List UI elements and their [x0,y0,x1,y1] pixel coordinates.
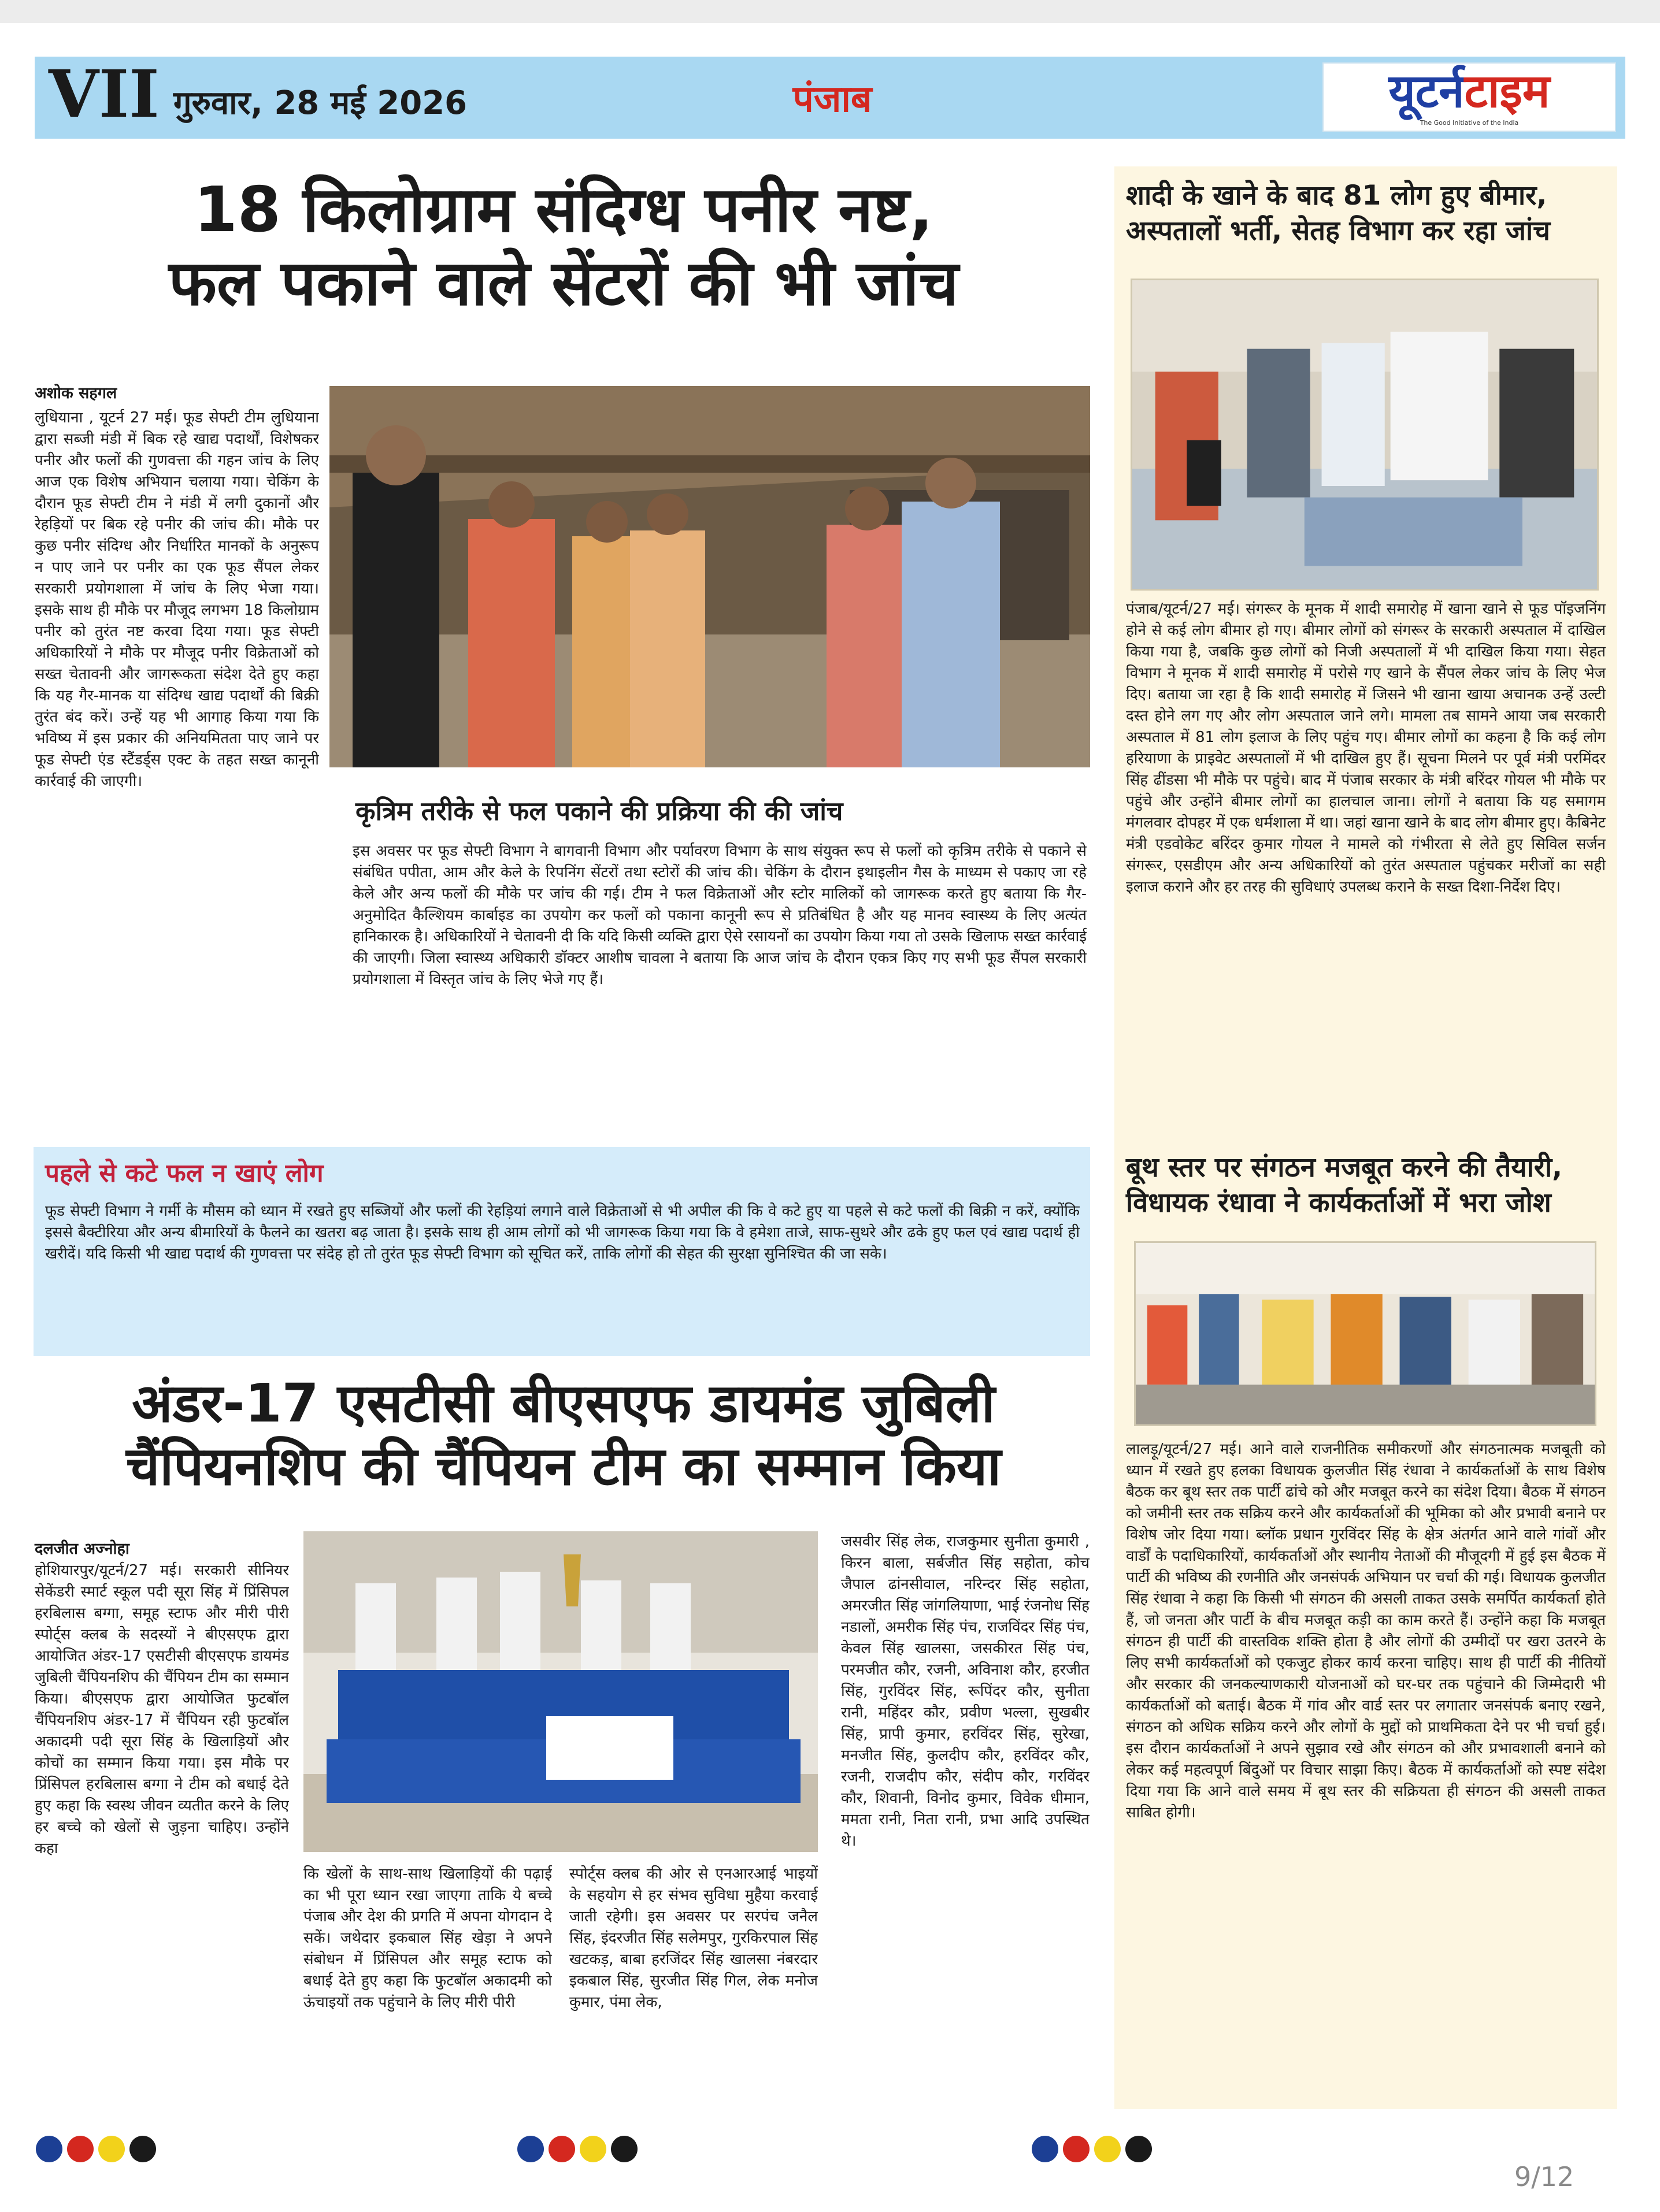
champion-team-photo [303,1531,818,1852]
party-meeting-photo [1134,1241,1596,1426]
logo-word-2: टाइम [1464,64,1550,118]
logo-tagline: The Good Initiative of the India [1420,119,1519,127]
registration-dot [1094,2136,1121,2162]
page-number-roman: VII [49,57,160,132]
article1-author: अशोक सहगल [35,384,117,402]
registration-dot [1032,2136,1058,2162]
advisory-box-title: पहले से कटे फल न खाएं लोग [45,1159,324,1188]
hospital-patients-photo [1131,279,1599,591]
registration-dot [129,2136,156,2162]
newspaper-logo [1322,62,1616,132]
article1-body: लुधियाना , यूटर्न 27 मई। फूड सेफ्टी टीम लुधियाना द्वारा सब्जी मंडी में बिक रहे खाद्य पदार्थों, विशेषकर पनीर और फलों की गुणवत्ता की गहन जांच के लिए आज एक विशेष अभियान चलाया गया। चेकिंग के दौरान फूड सेफ्टी टीम ने मंडी में लगी दुकानों और रेहड़ियों पर बिक रहे पनीर की जांच की। मौके पर कुछ पनीर संदिग्ध और निर्धारित मानकों के अनुरूप न पाए जाने पर पनीर का एक फूड सैंपल लेकर सरकारी प्रयोगशाला में जांच के लिए भेजा गया। इसके साथ ही मौके पर मौजूद लगभग 18 किलोग्राम पनीर को तुरंत नष्ट करवा दिया गया। फूड सेफ्टी अधिकारियों ने मौके पर मौजूद पनीर विक्रेताओं को सख्त चेतावनी और जागरूकता संदेश देते हुए कहा कि यह गैर-मानक या संदिग्ध खाद्य पदार्थों की बिक्री तुरंत बंद करें। उन्हें यह भी आगाह किया गया कि भविष्य में इस प्रकार की अनियमितता पाए जाने पर फूड सेफ्टी एंड स्टैंडर्ड्स एक्ट के तहत सख्त कानूनी कार्रवाई की जाएगी। [35,409,319,790]
section-title: पंजाब [792,78,872,121]
article1-headline-line2: फल पकाने वाले सेंटरों की भी जांच [168,247,959,320]
registration-dot [98,2136,125,2162]
advisory-box-body: फूड सेफ्टी विभाग ने गर्मी के मौसम को ध्यान में रखते हुए सब्जियों और फलों की रेहड़ियां लगाने वाले विक्रेताओं से भी अपील की कि वे कटे हुए या पहले से कटे फलों की बिक्री न करें, क्योंकि इससे बैक्टीरिया और अन्य बीमारियों के फैलने का खतरा बढ़ जाता है। इसके साथ ही आम लोगों को भी जागरूक किया गया कि वे हमेशा ताजे, साफ-सुथरे और ढके हुए फल एवं खाद्य पदार्थ ही खरीदें। यदि किसी भी खाद्य पदार्थ की गुणवत्ता पर संदेह हो तो तुरंत फूड सेफ्टी विभाग को सूचित करें, ताकि लोगों की सेहत की सुरक्षा सुनिश्चित की जा सके। [45,1203,1080,1263]
article2-author: दलजीत अज्नोहा [35,1540,129,1558]
sidebar2-body: लालड़ू/यूटर्न/27 मई। आने वाले राजनीतिक समीकरणों और संगठनात्मक मजबूती को ध्यान में रखते हुए हलका विधायक कुलजीत सिंह रंधावा ने कार्यकर्ताओं के साथ विशेष बैठक कर बूथ स्तर तक पार्टी ढांचे को और मजबूत करने का संदेश दिया। बैठक में संगठन को जमीनी स्तर तक सक्रिय करने और कार्यकर्ताओं की भूमिका को और प्रभावी बनाने पर विशेष जोर दिया गया। ब्लॉक प्रधान गुरविंदर सिंह के क्षेत्र अंतर्गत आने वाले गांवों और वार्डों के पदाधिकारियों, कार्यकर्ताओं और स्थानीय नेताओं की मौजूदगी में हुई इस बैठक में पार्टी की भविष्य की रणनीति और जनसंपर्क अभियान पर चर्चा की गई। विधायक कुलजीत सिंह रंधावा ने कहा कि किसी भी संगठन की असली ताकत उसके समर्पित कार्यकर्ता होते हैं, जो जनता और पार्टी के बीच मजबूत कड़ी का काम करते हैं। उन्होंने कहा कि मजबूत संगठन ही पार्टी की वास्तविक शक्ति होता है और लोगों की उम्मीदों पर खरा उतरने के लिए सभी कार्यकर्ताओं को एकजुट होकर कार्य करना चाहिए। साथ ही पार्टी की नीतियों और सरकार की जनकल्याणकारी योजनाओं को घर-घर तक पहुंचाने की जिम्मेदारी भी कार्यकर्ताओं को बताई। बैठक में गांव और वार्ड स्तर पर लगातार जनसंपर्क बनाए रखने, संगठन को अधिक सक्रिय करने और लोगों के मुद्दों को प्राथमिकता देने पर भी चर्चा हुई। इस दौरान कार्यकर्ताओं ने अपने सुझाव रखे और संगठन को और प्रभावशाली बनाने को लेकर कई महत्वपूर्ण बिंदुओं पर विचार साझा किए। बैठक में कार्यकर्ताओं को स्पष्ट संदेश दिया गया कि आने वाले समय में बूथ स्तर की सक्रियता ही संगठन की असली ताकत साबित होगी। [1126,1441,1606,1821]
registration-dot [1063,2136,1090,2162]
sidebar1-headline [1126,178,1611,248]
article2-headline-line2: चैंपियनशिप की चैंपियन टीम का सम्मान किया [125,1435,1002,1497]
registration-dot [611,2136,638,2162]
issue-date: गुरुवार, 28 मई 2026 [173,84,468,122]
registration-dot [549,2136,575,2162]
registration-dot [517,2136,544,2162]
page-counter: 9/12 [1514,2161,1574,2192]
sidebar2-headline [1126,1150,1611,1220]
registration-dot [36,2136,62,2162]
article2-headline-line1: अंडर-17 एसटीसी बीएसएफ डायमंड जुबिली [132,1372,995,1434]
article1-sub-body: इस अवसर पर फूड सेफ्टी विभाग ने बागवानी विभाग और पर्यावरण विभाग के साथ संयुक्त रूप से फलों को कृत्रिम तरीके से पकाने से संबंधित पपीता, आम और केले के रिपनिंग सेंटरों तथा स्टोरों की जांच की। चेकिंग के दौरान इथाइलीन गैस के माध्यम से पकाए जा रहे केले और अन्य फलों की मौके पर जांच की गई। टीम ने फल विक्रेताओं और स्टोर मालिकों को जागरूक करते हुए बताया कि गैर-अनुमोदित कैल्शियम कार्बाइड का उपयोग कर फलों को पकाना कानूनी रूप से प्रतिबंधित है और यह मानव स्वास्थ्य के लिए अत्यंत हानिकारक है। अधिकारियों ने चेतावनी दी कि यदि किसी व्यक्ति द्वारा ऐसे रसायनों का उपयोग किया गया तो उसके खिलाफ सख्त कार्रवाई की जाएगी। जिला स्वास्थ्य अधिकारी डॉक्टर आशीष चावला ने बताया कि आज जांच के दौरान एकत्र किए गए सभी फूड सैंपल सरकारी प्रयोगशाला में विस्तृत जांच के लिए भेजे गए हैं। [353,843,1087,988]
top-strip [0,0,1660,23]
article2-headline [35,1372,1092,1498]
registration-dot [67,2136,94,2162]
registration-dot [580,2136,606,2162]
logo-word-1: यूटर्न [1388,64,1465,118]
registration-dots-3 [1032,2136,1152,2162]
article1-subhead: कृत्रिम तरीके से फल पकाने की प्रक्रिया की की जांच [355,796,843,826]
sidebar1-headline-line2: अस्पतालों भर्ती, सेतह विभाग कर रहा जांच [1126,215,1550,247]
sidebar2-headline-line1: बूथ स्तर पर संगठन मजबूत करने की तैयारी, [1126,1152,1563,1183]
registration-dots-1 [36,2136,156,2162]
food-safety-team-photo [329,386,1090,767]
sidebar1-body: पंजाब/यूटर्न/27 मई। संगरूर के मूनक में शादी समारोह में खाना खाने से फूड पॉइजनिंग होने से कई लोग बीमार हो गए। बीमार लोगों को संगरूर के सरकारी अस्पताल में दाखिल किया गया है, जबकि कुछ लोगों को निजी अस्पतालों में भी दाखिल किया गया। सेहत विभाग ने मूनक में शादी समारोह में परोसे गए खाने के सैंपल लेकर जांच के लिए भेज दिए। बताया जा रहा है कि शादी समारोह में जिसने भी खाना खाया अचानक उन्हें उल्टी दस्त होने लग गए और लोग अस्पताल जाने लगे। मामला तब सामने आया जब सरकारी अस्पताल में 81 लोग इलाज के लिए पहुंच गए। बीमार लोगों का कहना है कि कई लोग हरियाणा के प्राइवेट अस्पतालों में भी दाखिल हुए हैं। सूचना मिलने पर पूर्व मंत्री परमिंदर सिंह ढींडसा भी मौके पर पहुंचे। बाद में पंजाब सरकार के मंत्री बरिंदर गोयल भी मौके पर पहुंचे और उन्होंने बीमार लोगों का हालचाल जाना। लोगों ने बताया कि यह समागम मंगलवार दोपहर में एक धर्मशाला में था। जहां खाना खाने के बाद लोग बीमार हुए। कैबिनेट मंत्री एडवोकेट बरिंदर कुमार गोयल ने मामले को गंभीरता से लेते हुए सिविल सर्जन संगरूर, एसडीएम और अन्य अधिकारियों को तुरंत अस्पताल पहुंचकर मरीजों का सही इलाज कराने और हर तरह की सुविधाएं उपलब्ध कराने के सख्त दिशा-निर्देश दिए। [1126,600,1606,896]
article2-column3: स्पोर्ट्स क्लब की ओर से एनआरआई भाइयों के सहयोग से हर संभव सुविधा मुहैया करवाई जाती रहेगी। इस अवसर पर सरपंच जनैल सिंह, इंदरजीत सिंह सलेमपुर, गुरकिरपाल सिंह खटकड़, बाबा हरजिंदर सिंह खालसा नंबरदार इकबाल सिंह, सुरजीत सिंह गिल, लेक मनोज कुमार, पंमा लेक, [569,1865,818,2011]
registration-dot [1125,2136,1152,2162]
article1-headline [35,173,1092,321]
article2-column1: होशियारपुर/यूटर्न/27 मई। सरकारी सीनियर सेकेंडरी स्मार्ट स्कूल पदी सूरा सिंह में प्रिंसिपल हरबिलास बग्गा, समूह स्टाफ और मीरी पीरी स्पोर्ट्स क्लब के सदस्यों ने बीएसएफ द्वारा आयोजित अंडर-17 एसटीसी बीएसएफ डायमंड जुबिली चैंपियनशिप की चैंपियन टीम का सम्मान किया। बीएसएफ द्वारा आयोजित फुटबॉल चैंपियनशिप अंडर-17 में चैंपियन रही फुटबॉल अकादमी पदी सूरा सिंह के खिलाड़ियों और कोचों का सम्मान किया गया। इस मौके पर प्रिंसिपल हरबिलास बग्गा ने टीम को बधाई देते हुए कहा कि स्वस्थ जीवन व्यतीत करने के लिए हर बच्चे को खेलों से जुड़ना चाहिए। उन्होंने कहा [35,1562,289,1857]
sidebar1-headline-line1: शादी के खाने के बाद 81 लोग हुए बीमार, [1126,180,1547,211]
article2-column4: जसवीर सिंह लेक, राजकुमार सुनीता कुमारी , किरन बाला, सर्बजीत सिंह सहोता, कोच जैपाल ढांनसीवाल, नरिन्दर सिंह सहोता, अमरजीत सिंह जांगलियाणा, भाई रंजनोध सिंह नडालों, अमरीक सिंह पंच, राजविंदर सिंह पंच, केवल सिंह खालसा, जसकीरत सिंह पंच, परमजीत कौर, रजनी, अविनाश कौर, हरजीत सिंह, गुरविंदर सिंह, रूपिंदर कौर, सुनीता रानी, महिंदर कौर, प्रवीण भल्ला, सुखबीर सिंह, प्रापी कुमार, हरविंदर सिंह, सुरेखा, मनजीत सिंह, कुलदीप कौर, हरविंदर कौर, रजनी, राजदीप कौर, संदीप कौर, गरविंदर कौर, शिवानी, विनोद कुमार, विवेक धीमान, ममता रानी, निता रानी, प्रभा आदि उपस्थित थे। [841,1533,1090,1850]
registration-dots-2 [517,2136,638,2162]
sidebar2-headline-line2: विधायक रंधावा ने कार्यकर्ताओं में भरा जोश [1126,1187,1551,1219]
article2-column2: कि खेलों के साथ-साथ खिलाड़ियों की पढ़ाई का भी पूरा ध्यान रखा जाएगा ताकि ये बच्चे पंजाब और देश की प्रगति में अपना योगदान दे सकें। जथेदार इकबाल सिंह खेड़ा ने अपने संबोधन में प्रिंसिपल और समूह स्टाफ को बधाई देते हुए कहा कि फुटबॉल अकादमी को ऊंचाइयों तक पहुंचाने के लिए मीरी पीरी [303,1865,552,2011]
article1-headline-line1: 18 किलोग्राम संदिग्ध पनीर नष्ट, [194,174,933,246]
